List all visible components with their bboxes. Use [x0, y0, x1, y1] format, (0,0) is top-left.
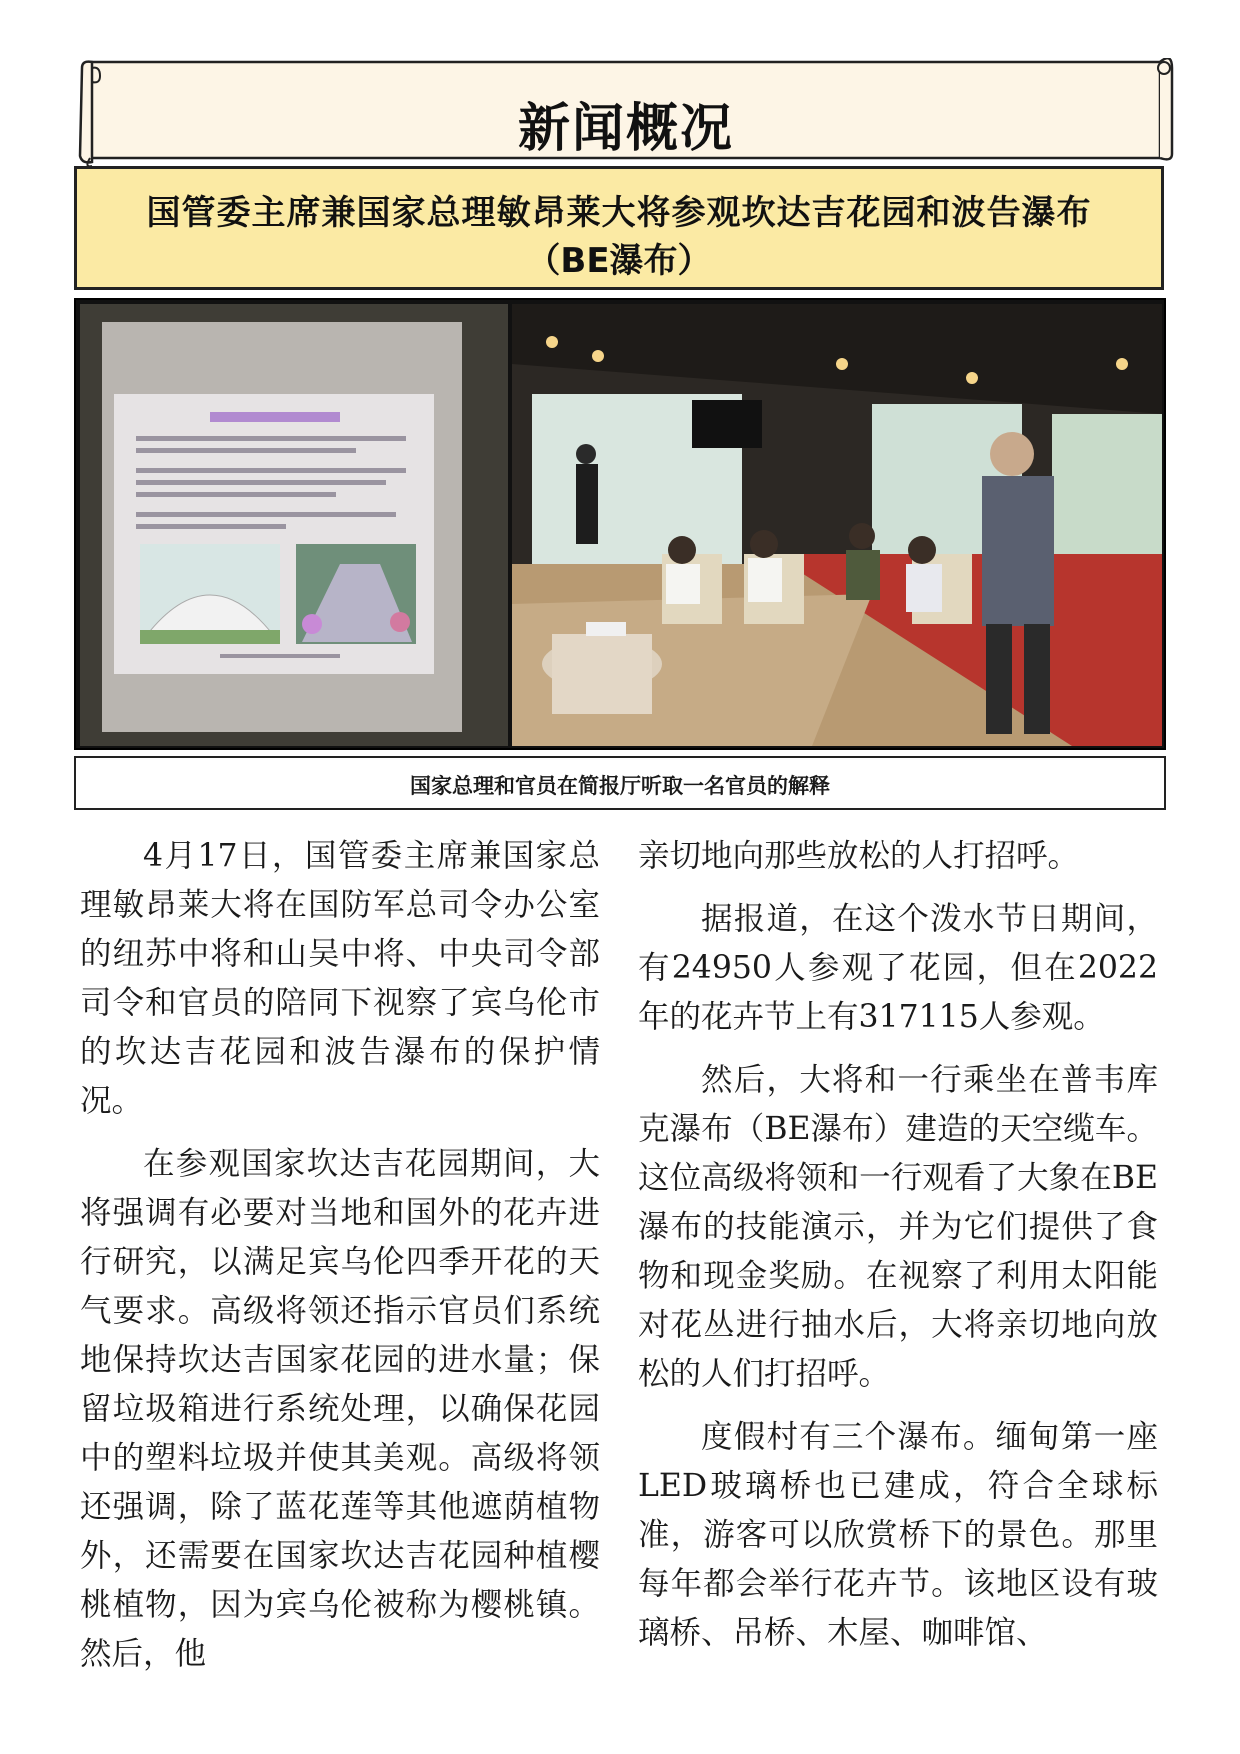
article-paragraph: 然后，大将和一行乘坐在普韦库克瀑布（BE瀑布）建造的天空缆车。这位高级将领和一行观看了大象在BE瀑布的技能演示，并为它们提供了食物和现金奖励。在视察了利用太阳能对花丛进行抽水后，大将亲切地向放松的人们打招呼。 — [638, 1062, 1158, 1392]
article-paragraph: 4月17日，国管委主席兼国家总理敏昂莱大将在国防军总司令办公室的纽苏中将和山吴中将、中央司令部司令和官员的陪同下视察了宾乌伦市的坎达吉花园和波告瀑布的保护情况。 — [80, 838, 600, 1119]
briefing-hall-scene-icon — [512, 304, 1162, 746]
projector-screen-icon — [80, 304, 508, 746]
headline-box — [74, 166, 1164, 290]
presentation-slide-photo — [80, 304, 508, 746]
photo-caption: 国家总理和官员在简报厅听取一名官员的解释 — [410, 774, 830, 798]
article-paragraph: 在参观国家坎达吉花园期间，大将强调有必要对当地和国外的花卉进行研究，以满足宾乌伦四季开花的天气要求。高级将领还指示官员们系统地保持坎达吉国家花园的进水量；保留垃圾箱进行系统处理，以确保花园中的塑料垃圾并使其美观。高级将领还强调，除了蓝花莲等其他遮荫植物外，还需要在国家坎达吉花园种植樱桃植物，因为宾乌伦被称为樱桃镇。然后，他 — [80, 1146, 600, 1672]
article-paragraph: 度假村有三个瀑布。缅甸第一座LED玻璃桥也已建成，符合全球标准，游客可以欣赏桥下的景色。那里每年都会举行花卉节。该地区设有玻璃桥、吊桥、木屋、咖啡馆、 — [638, 1419, 1158, 1651]
briefing-hall-photo — [512, 304, 1162, 746]
headline-line-2: （BE瀑布） — [526, 241, 712, 281]
title-banner — [78, 58, 1174, 168]
photo-panel — [74, 298, 1166, 750]
article-column-right — [638, 832, 1158, 1732]
article-paragraph-continued: 亲切地向那些放松的人打招呼。 — [638, 838, 1080, 874]
photo-caption-box — [74, 756, 1166, 810]
article-paragraph: 据报道，在这个泼水节日期间，有24950人参观了花园，但在2022年的花卉节上有317115人参观。 — [638, 901, 1158, 1035]
headline-line-1: 国管委主席兼国家总理敏昂莱大将参观坎达吉花园和波告瀑布 — [146, 193, 1092, 233]
article-column-left — [80, 832, 600, 1732]
page-title: 新闻概况 — [517, 99, 734, 159]
